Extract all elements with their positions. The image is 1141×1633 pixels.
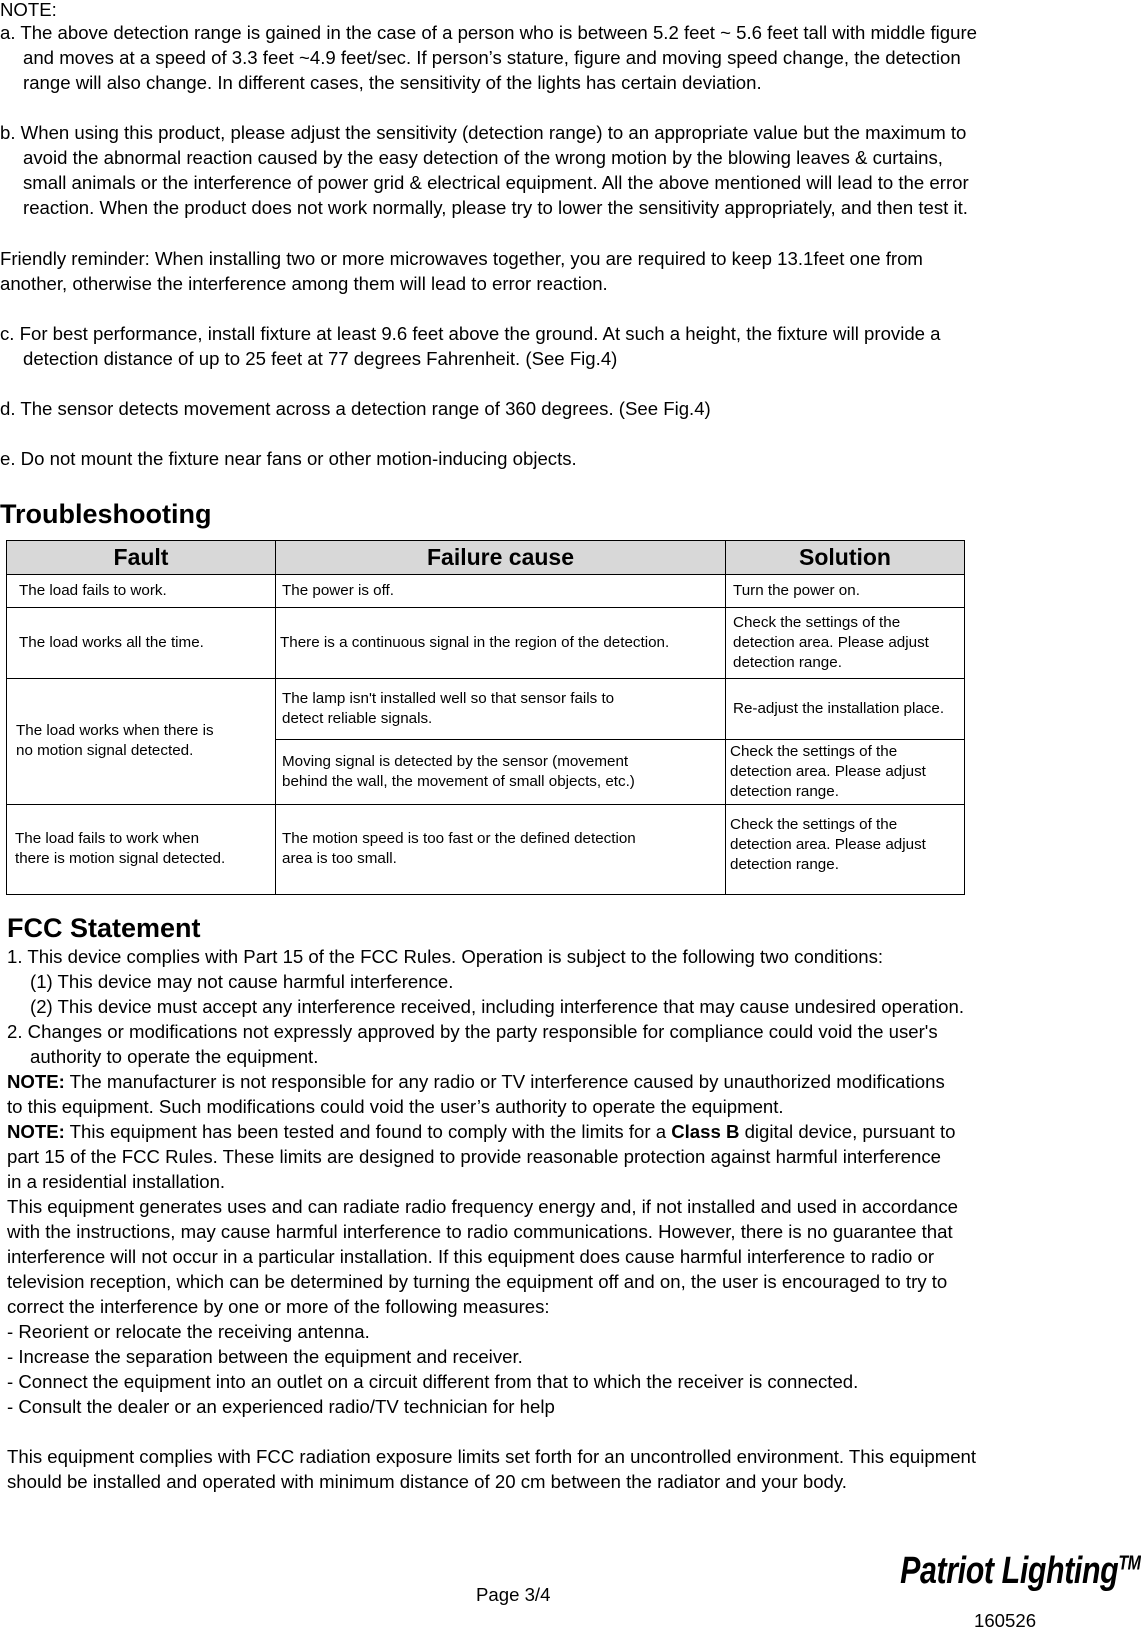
fcc-item-2-line-1: 2. Changes or modifications not expressly approved by the party responsible for compliance could void the user's xyxy=(7,1019,938,1044)
fcc-measure-4: - Consult the dealer or an experienced radio/TV technician for help xyxy=(7,1394,555,1419)
note-e: e. Do not mount the fixture near fans or other motion-inducing objects. xyxy=(0,446,577,471)
fcc-note-2-line-3: in a residential installation. xyxy=(7,1169,225,1194)
fcc-measure-1: - Reorient or relocate the receiving antenna. xyxy=(7,1319,370,1344)
solution-cell: Check the settings of the detection area. Please adjust detection range. xyxy=(726,607,965,678)
fcc-note-1-line-2: to this equipment. Such modifications could void the user’s authority to operate the equipment. xyxy=(7,1094,784,1119)
troubleshooting-table xyxy=(6,540,965,895)
table-row xyxy=(7,678,965,739)
fcc-exposure-line-2: should be installed and operated with minimum distance of 20 cm between the radiator and your body. xyxy=(7,1469,847,1494)
fcc-para-line-3: interference will not occur in a particular installation. If this equipment does cause harmful interference to radio or xyxy=(7,1244,934,1269)
fcc-para-line-5: correct the interference by one or more of the following measures: xyxy=(7,1294,550,1319)
table-row xyxy=(7,575,965,607)
cause-cell: The motion speed is too fast or the defined detection area is too small. xyxy=(276,804,726,894)
fcc-note-1-line-1: NOTE: The manufacturer is not responsible for any radio or TV interference caused by unauthorized modifications xyxy=(7,1069,945,1094)
note-a-line-2: and moves at a speed of 3.3 feet ~4.9 feet/sec. If person’s stature, figure and moving speed change, the detection xyxy=(0,45,961,70)
cause-cell: There is a continuous signal in the region of the detection. xyxy=(276,607,726,678)
note-a-line-3: range will also change. In different cases, the sensitivity of the lights has certain deviation. xyxy=(0,70,762,95)
fcc-measure-3: - Connect the equipment into an outlet on a circuit different from that to which the receiver is connected. xyxy=(7,1369,858,1394)
brand-logo: Patriot Lighting™ xyxy=(901,1550,1141,1593)
fcc-para-line-2: with the instructions, may cause harmful interference to radio communications. However, there is no guarantee that xyxy=(7,1219,953,1244)
note-b-line-4: reaction. When the product does not work normally, please try to lower the sensitivity appropriately, and then test it. xyxy=(0,195,968,220)
document-code: 160526 xyxy=(974,1608,1036,1633)
fault-cell: The load fails to work. xyxy=(7,575,276,607)
reminder-line-1: Friendly reminder: When installing two or more microwaves together, you are required to keep 13.1feet one from xyxy=(0,246,923,271)
fcc-item-1: 1. This device complies with Part 15 of the FCC Rules. Operation is subject to the following two conditions: xyxy=(7,944,883,969)
fcc-note-2-line-2: part 15 of the FCC Rules. These limits are designed to provide reasonable protection against harmful interference xyxy=(7,1144,941,1169)
fcc-item-1a: (1) This device may not cause harmful interference. xyxy=(30,969,453,994)
note-b-line-3: small animals or the interference of power grid & electrical equipment. All the above mentioned will lead to the error xyxy=(0,170,969,195)
page-number: Page 3/4 xyxy=(476,1582,550,1607)
note-c-line-1: c. For best performance, install fixture at least 9.6 feet above the ground. At such a height, the fixture will provide a xyxy=(0,321,941,346)
table-row xyxy=(7,607,965,678)
cause-cell: The power is off. xyxy=(276,575,726,607)
cause-cell: The lamp isn't installed well so that sensor fails to detect reliable signals. xyxy=(276,678,726,739)
fcc-title: FCC Statement xyxy=(7,912,201,944)
fcc-para-line-4: television reception, which can be determined by turning the equipment off and on, the user is encouraged to try to xyxy=(7,1269,947,1294)
cause-cell: Moving signal is detected by the sensor (movement behind the wall, the movement of small objects, etc.) xyxy=(276,739,726,804)
note-b-line-2: avoid the abnormal reaction caused by the easy detection of the wrong motion by the blowing leaves & curtains, xyxy=(0,145,943,170)
solution-cell: Turn the power on. xyxy=(726,575,965,607)
header-fault: Fault xyxy=(7,541,276,575)
note-c-line-2: detection distance of up to 25 feet at 77 degrees Fahrenheit. (See Fig.4) xyxy=(0,346,617,371)
fcc-item-1b: (2) This device must accept any interference received, including interference that may cause undesired operation. xyxy=(30,994,964,1019)
table-row xyxy=(7,804,965,894)
note-a-line-1: a. The above detection range is gained in the case of a person who is between 5.2 feet ~ 5.6 feet tall with middle figure xyxy=(0,20,977,45)
fault-cell: The load works when there is no motion signal detected. xyxy=(7,678,276,804)
fcc-exposure-line-1: This equipment complies with FCC radiation exposure limits set forth for an uncontrolled environment. This equipment xyxy=(7,1444,976,1469)
solution-cell: Check the settings of the detection area. Please adjust detection range. xyxy=(726,804,965,894)
solution-cell: Re-adjust the installation place. xyxy=(726,678,965,739)
solution-cell: Check the settings of the detection area. Please adjust detection range. xyxy=(726,739,965,804)
note-heading: NOTE: xyxy=(0,0,57,22)
fault-cell: The load works all the time. xyxy=(7,607,276,678)
note-b-line-1: b. When using this product, please adjust the sensitivity (detection range) to an appropriate value but the maximum to xyxy=(0,120,966,145)
header-failure-cause: Failure cause xyxy=(276,541,726,575)
troubleshooting-title: Troubleshooting xyxy=(0,498,211,530)
fault-cell: The load fails to work when there is motion signal detected. xyxy=(7,804,276,894)
fcc-note-2-line-1: NOTE: This equipment has been tested and found to comply with the limits for a Class B digital device, pursuant to xyxy=(7,1119,955,1144)
header-solution: Solution xyxy=(726,541,965,575)
fcc-measure-2: - Increase the separation between the equipment and receiver. xyxy=(7,1344,523,1369)
note-d: d. The sensor detects movement across a detection range of 360 degrees. (See Fig.4) xyxy=(0,396,711,421)
reminder-line-2: another, otherwise the interference among them will lead to error reaction. xyxy=(0,271,608,296)
fcc-para-line-1: This equipment generates uses and can radiate radio frequency energy and, if not installed and used in accordance xyxy=(7,1194,958,1219)
fcc-item-2-line-2: authority to operate the equipment. xyxy=(30,1044,318,1069)
